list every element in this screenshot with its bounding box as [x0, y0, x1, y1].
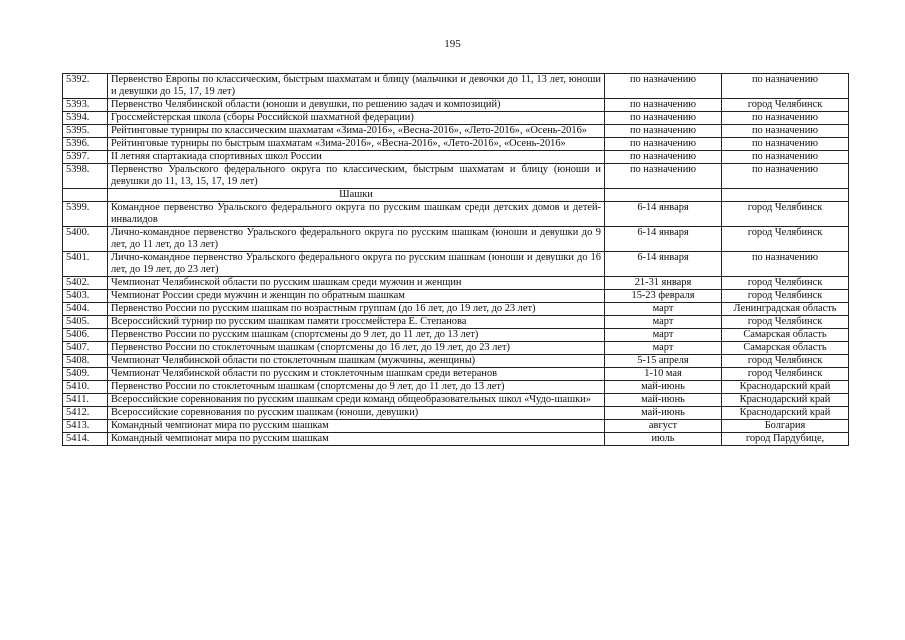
row-number: 5394.: [63, 112, 108, 125]
table-row: [63, 112, 849, 125]
event-date: 15-23 февраля: [605, 290, 722, 303]
event-name: Гроссмейстерская школа (сборы Российской шахматной федерации): [108, 112, 605, 125]
event-place: город Челябинск: [722, 202, 849, 227]
table-row: [63, 433, 849, 446]
table-row: [63, 138, 849, 151]
row-number: 5401.: [63, 252, 108, 277]
event-name: Чемпионат Челябинской области по русским и стоклеточным шашкам среди ветеранов: [108, 368, 605, 381]
event-place: по назначению: [722, 125, 849, 138]
event-date: март: [605, 329, 722, 342]
event-name: Чемпионат Челябинской области по стоклеточным шашкам (мужчины, женщины): [108, 355, 605, 368]
event-name: II летняя спартакиада спортивных школ России: [108, 151, 605, 164]
event-name: Чемпионат России среди мужчин и женщин по обратным шашкам: [108, 290, 605, 303]
table-row: [63, 252, 849, 277]
event-name: Первенство Уральского федерального округа по классическим, быстрым шахматам и блицу (юноши и девушки до 11, 13, 15, 17, 19 лет): [108, 164, 605, 189]
table-row: [63, 316, 849, 329]
row-number: 5411.: [63, 394, 108, 407]
table-row: [63, 355, 849, 368]
section-heading-empty-cell: [722, 189, 849, 202]
event-date: по назначению: [605, 74, 722, 99]
table-row: [63, 368, 849, 381]
events-table: [62, 73, 849, 446]
event-place: по назначению: [722, 112, 849, 125]
event-date: 6-14 января: [605, 202, 722, 227]
section-heading-empty-cell: [605, 189, 722, 202]
row-number: 5403.: [63, 290, 108, 303]
event-date: 6-14 января: [605, 252, 722, 277]
table-row: [63, 74, 849, 99]
row-number: 5404.: [63, 303, 108, 316]
event-place: город Челябинск: [722, 290, 849, 303]
event-place: город Челябинск: [722, 99, 849, 112]
event-place: Краснодарский край: [722, 394, 849, 407]
event-date: по назначению: [605, 125, 722, 138]
event-name: Лично-командное первенство Уральского федерального округа по русским шашкам (юноши и девушки до 9 лет, до 11 лет, до 13 лет): [108, 227, 605, 252]
section-heading: Шашки: [108, 189, 605, 202]
table-row: [63, 125, 849, 138]
event-place: по назначению: [722, 74, 849, 99]
event-name: Рейтинговые турниры по классическим шахматам «Зима-2016», «Весна-2016», «Лето-2016», «Осень-2016»: [108, 125, 605, 138]
event-date: июль: [605, 433, 722, 446]
table-row: [63, 202, 849, 227]
event-name: Командный чемпионат мира по русским шашкам: [108, 433, 605, 446]
event-name: Первенство России по стоклеточным шашкам (спортсмены до 16 лет, до 19 лет, до 23 лет): [108, 342, 605, 355]
table-row: [63, 394, 849, 407]
section-row-group: [63, 189, 849, 202]
table-row: [63, 290, 849, 303]
event-date: по назначению: [605, 164, 722, 189]
event-place: город Челябинск: [722, 227, 849, 252]
event-date: май-июнь: [605, 394, 722, 407]
table-row: [63, 151, 849, 164]
event-date: по назначению: [605, 151, 722, 164]
event-date: 5-15 апреля: [605, 355, 722, 368]
table-row: [63, 303, 849, 316]
event-date: по назначению: [605, 112, 722, 125]
table-row: [63, 164, 849, 189]
event-place: по назначению: [722, 138, 849, 151]
event-place: город Челябинск: [722, 368, 849, 381]
table-row: [63, 329, 849, 342]
event-name: Командное первенство Уральского федерального округа по русским шашкам среди детских домов и детей-инвалидов: [108, 202, 605, 227]
row-number: 5399.: [63, 202, 108, 227]
event-name: Первенство России по русским шашкам по возрастным группам (до 16 лет, до 19 лет, до 23 лет): [108, 303, 605, 316]
table-row: [63, 99, 849, 112]
event-place: Краснодарский край: [722, 381, 849, 394]
checkers-rows: [63, 202, 849, 446]
event-date: август: [605, 420, 722, 433]
event-date: март: [605, 303, 722, 316]
table-row: [63, 342, 849, 355]
table-row: [63, 407, 849, 420]
row-number: 5402.: [63, 277, 108, 290]
row-number: 5395.: [63, 125, 108, 138]
event-date: 21-31 января: [605, 277, 722, 290]
chess-rows: [63, 74, 849, 189]
row-number: 5397.: [63, 151, 108, 164]
event-date: март: [605, 342, 722, 355]
event-place: город Челябинск: [722, 277, 849, 290]
event-place: Самарская область: [722, 329, 849, 342]
event-name: Всероссийские соревнования по русским шашкам (юноши, девушки): [108, 407, 605, 420]
row-number: 5398.: [63, 164, 108, 189]
event-name: Чемпионат Челябинской области по русским шашкам среди мужчин и женщин: [108, 277, 605, 290]
event-place: по назначению: [722, 164, 849, 189]
event-date: март: [605, 316, 722, 329]
row-number: 5409.: [63, 368, 108, 381]
event-place: по назначению: [722, 252, 849, 277]
row-number: 5406.: [63, 329, 108, 342]
page-number: 195: [444, 38, 461, 50]
event-place: город Челябинск: [722, 355, 849, 368]
event-name: Рейтинговые турниры по быстрым шахматам «Зима-2016», «Весна-2016», «Лето-2016», «Осень-2016»: [108, 138, 605, 151]
event-name: Первенство России по русским шашкам (спортсмены до 9 лет, до 11 лет, до 13 лет): [108, 329, 605, 342]
row-number: 5392.: [63, 74, 108, 99]
row-number: 5408.: [63, 355, 108, 368]
table-row: [63, 420, 849, 433]
event-place: Ленинградская область: [722, 303, 849, 316]
event-place: Краснодарский край: [722, 407, 849, 420]
event-place: город Пардубице,: [722, 433, 849, 446]
event-date: 6-14 января: [605, 227, 722, 252]
event-name: Первенство Челябинской области (юноши и девушки, по решению задач и композиций): [108, 99, 605, 112]
section-heading-row: [63, 189, 849, 202]
row-number: 5396.: [63, 138, 108, 151]
row-number: 5413.: [63, 420, 108, 433]
section-heading-empty-cell: [63, 189, 108, 202]
event-place: по назначению: [722, 151, 849, 164]
row-number: 5414.: [63, 433, 108, 446]
event-date: по назначению: [605, 138, 722, 151]
row-number: 5405.: [63, 316, 108, 329]
row-number: 5400.: [63, 227, 108, 252]
event-place: город Челябинск: [722, 316, 849, 329]
event-name: Всероссийские соревнования по русским шашкам среди команд общеобразовательных школ «Чудо-шашки»: [108, 394, 605, 407]
table-row: [63, 277, 849, 290]
table-row: [63, 381, 849, 394]
row-number: 5393.: [63, 99, 108, 112]
event-place: Болгария: [722, 420, 849, 433]
event-date: 1-10 мая: [605, 368, 722, 381]
event-date: май-июнь: [605, 381, 722, 394]
event-name: Командный чемпионат мира по русским шашкам: [108, 420, 605, 433]
row-number: 5412.: [63, 407, 108, 420]
event-name: Первенство России по стоклеточным шашкам (спортсмены до 9 лет, до 11 лет, до 13 лет): [108, 381, 605, 394]
table-row: [63, 227, 849, 252]
event-place: Самарская область: [722, 342, 849, 355]
event-date: май-июнь: [605, 407, 722, 420]
row-number: 5407.: [63, 342, 108, 355]
event-name: Лично-командное первенство Уральского федерального округа по русским шашкам (юноши и девушки до 16 лет, до 19 лет, до 23 лет): [108, 252, 605, 277]
event-name: Всероссийский турнир по русским шашкам памяти гроссмейстера Е. Степанова: [108, 316, 605, 329]
event-date: по назначению: [605, 99, 722, 112]
event-name: Первенство Европы по классическим, быстрым шахматам и блицу (мальчики и девочки до 11, 13 лет, юноши и девушки до 15, 17, 19 лет): [108, 74, 605, 99]
row-number: 5410.: [63, 381, 108, 394]
